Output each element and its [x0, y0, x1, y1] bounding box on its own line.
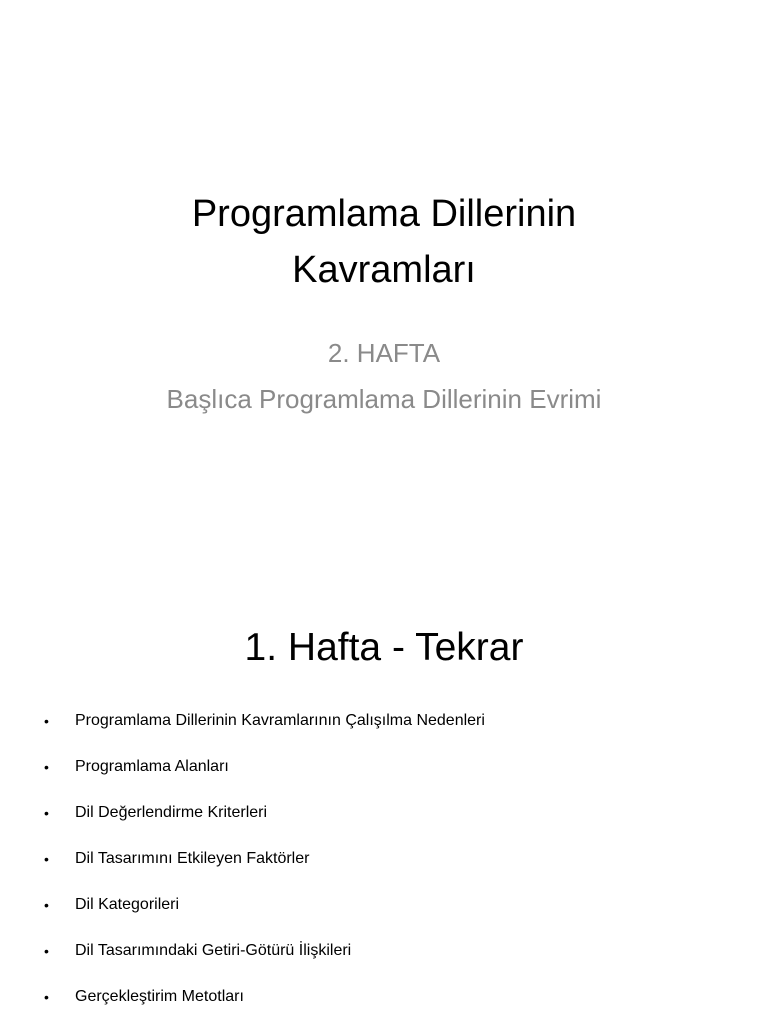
bullet-item: [44, 891, 744, 937]
slide-2-title: 1. Hafta - Tekrar: [244, 626, 524, 669]
slide-1-subtitle: [84, 330, 684, 422]
bullet-item: [44, 753, 744, 799]
bullet-item: [44, 707, 744, 753]
bullet-item: [44, 937, 744, 983]
slide-1-subtitle-topic: Başlıca Programlama Dillerinin Evrimi: [166, 384, 602, 414]
bullet-text: Dil Kategorileri: [75, 896, 180, 913]
bullet-item: [44, 799, 744, 845]
bullet-text: Dil Tasarımındaki Getiri-Götürü İlişkileri: [75, 942, 352, 959]
bullet-icon: •: [44, 989, 49, 1005]
bullet-text: Programlama Dillerinin Kavramlarının Çalışılma Nedenleri: [75, 712, 485, 729]
bullet-icon: •: [44, 851, 49, 867]
bullet-icon: •: [44, 713, 49, 729]
bullet-icon: •: [44, 943, 49, 959]
bullet-text: Programlama Alanları: [75, 758, 229, 775]
bullet-icon: •: [44, 805, 49, 821]
slide-2: [0, 576, 768, 1024]
bullet-list: [44, 707, 744, 1029]
bullet-text: Dil Değerlendirme Kriterleri: [75, 804, 268, 821]
slide-1-title: [84, 186, 684, 298]
slide-1-title-line-1: Programlama Dillerinin: [191, 193, 577, 235]
bullet-text: Gerçekleştirim Metotları: [75, 988, 244, 1005]
slide-1-subtitle-week: 2. HAFTA: [327, 338, 441, 368]
bullet-icon: •: [44, 759, 49, 775]
bullet-icon: •: [44, 897, 49, 913]
bullet-text: Dil Tasarımını Etkileyen Faktörler: [75, 850, 310, 867]
bullet-item: [44, 983, 744, 1029]
slide-1-title-line-2: Kavramları: [292, 249, 476, 291]
bullet-item: [44, 845, 744, 891]
